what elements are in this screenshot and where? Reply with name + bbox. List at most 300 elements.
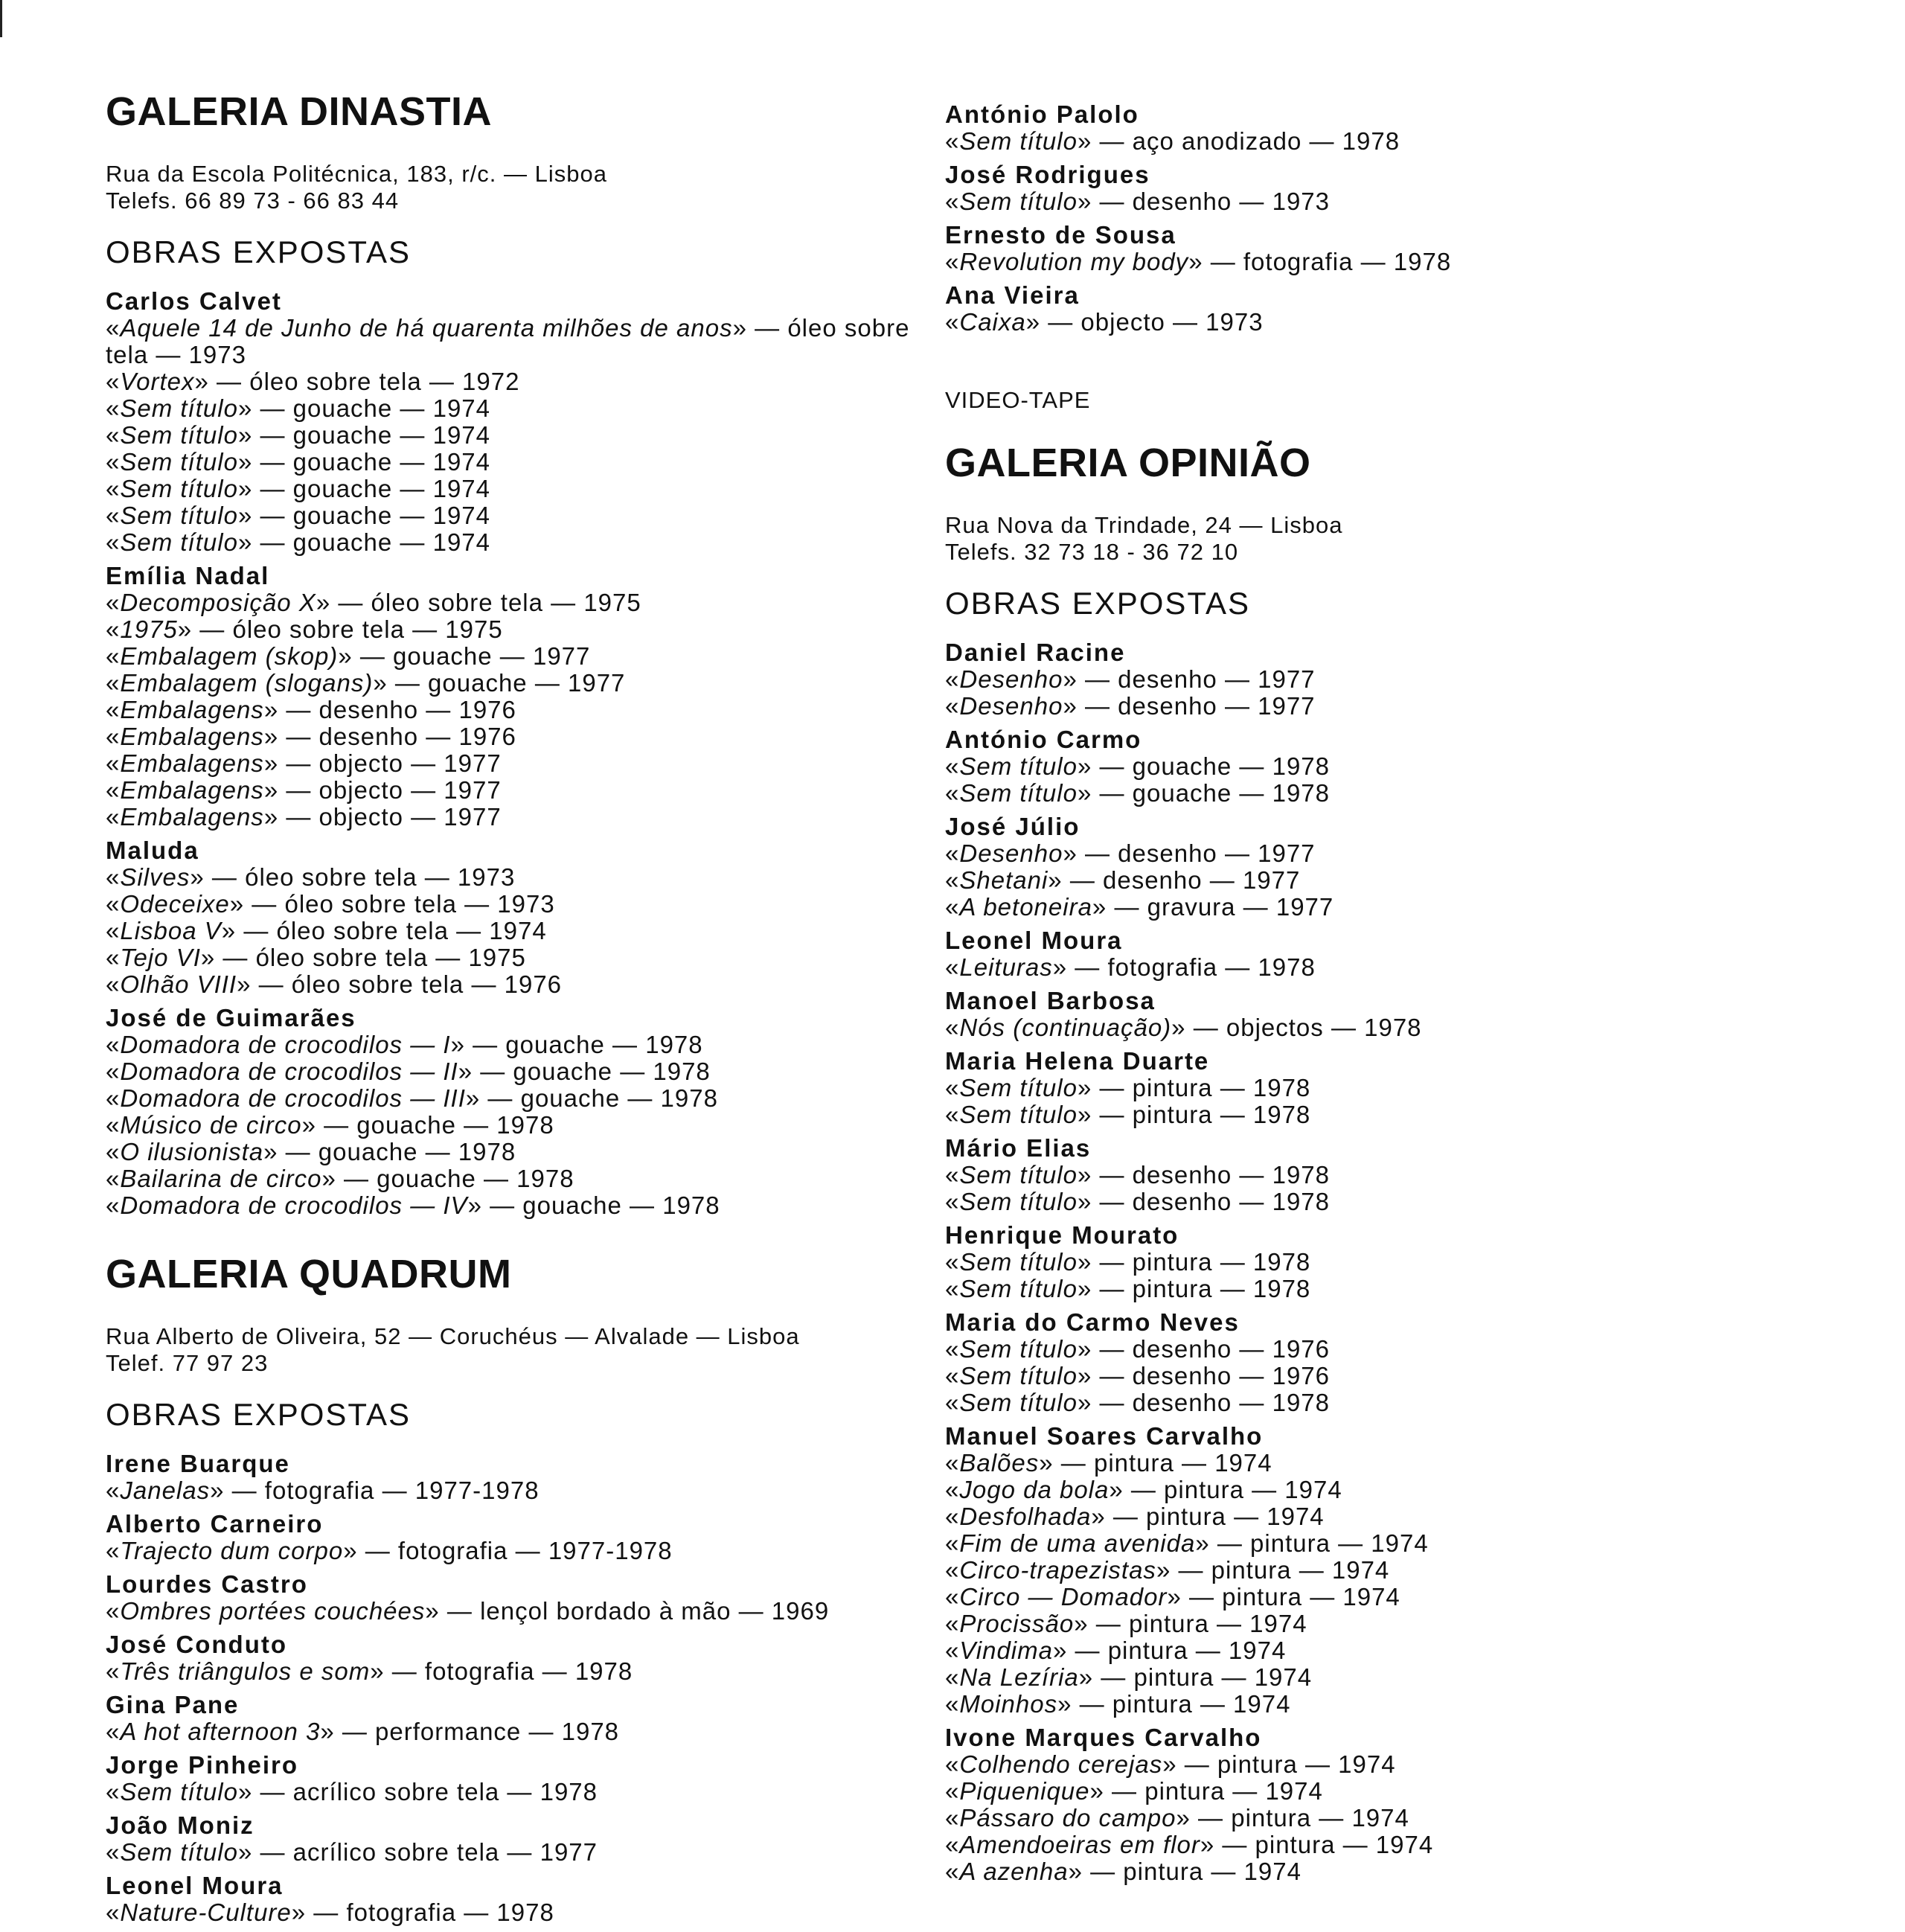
quote-open: «	[106, 1138, 121, 1165]
works-list	[106, 1477, 932, 1504]
artist-entry	[106, 1751, 932, 1805]
work-detail: — desenho — 1978	[1092, 1161, 1331, 1189]
work-title: Desfolhada	[959, 1503, 1092, 1530]
work-detail: — desenho — 1977	[1077, 692, 1316, 720]
quote-open: «	[945, 1188, 960, 1215]
work-item	[106, 1538, 932, 1564]
work-item	[106, 1477, 932, 1504]
work-title: Embalagem (skop)	[120, 642, 339, 670]
work-item	[945, 1610, 1838, 1637]
work-title: Decomposição X	[120, 589, 316, 616]
quote-close: »	[1156, 1556, 1171, 1584]
work-title: Tejo VI	[120, 944, 201, 971]
quote-close: »	[1077, 752, 1092, 780]
work-item	[945, 1858, 1838, 1885]
work-item	[106, 643, 932, 670]
work-item	[945, 128, 1838, 155]
artist-entry	[106, 1004, 932, 1219]
quote-open: «	[945, 1074, 960, 1101]
work-title: Fim de uma avenida	[959, 1529, 1196, 1557]
quote-close: »	[263, 776, 279, 804]
quote-open: «	[945, 779, 960, 807]
quote-close: »	[263, 749, 279, 777]
work-item	[106, 1658, 932, 1685]
work-item	[106, 723, 932, 750]
quote-close: »	[1077, 188, 1092, 215]
work-detail: — desenho — 1976	[278, 723, 516, 750]
artist-name: Ernesto de Sousa	[945, 221, 1176, 249]
work-detail: — fotografia — 1978	[384, 1657, 633, 1685]
video-tape-label: VIDEO-TAPE	[945, 387, 1091, 413]
work-title: Sem título	[120, 528, 238, 556]
gallery-title: GALERIA DINASTIA	[106, 89, 492, 134]
work-detail: — óleo sobre tela — 1976	[251, 970, 563, 998]
work-detail: — óleo sobre tela — 1972	[208, 368, 520, 395]
artist-entry	[945, 221, 1838, 275]
quote-open: «	[106, 1165, 121, 1192]
work-title: Amendoeiras em flor	[959, 1831, 1200, 1858]
artist-entry	[106, 837, 932, 998]
work-item	[945, 1336, 1838, 1363]
work-title: Vortex	[120, 368, 195, 395]
works-list	[106, 1899, 932, 1926]
work-title: Sem título	[959, 1101, 1078, 1128]
work-item	[945, 753, 1838, 780]
work-detail: — óleo sobre tela — 1975	[215, 944, 526, 971]
work-title: Revolution my body	[959, 248, 1189, 275]
artist-entry	[106, 1510, 932, 1564]
work-title: Trajecto dum corpo	[120, 1537, 344, 1564]
work-detail: — gouache — 1978	[1092, 779, 1331, 807]
quote-open: «	[945, 953, 960, 981]
quote-open: «	[945, 866, 960, 894]
quote-open: «	[106, 1477, 121, 1504]
quote-open: «	[106, 1899, 121, 1926]
quote-close: »	[263, 803, 279, 831]
quote-open: «	[945, 1161, 960, 1189]
work-item	[945, 954, 1838, 981]
work-item	[106, 1779, 932, 1805]
quote-open: «	[106, 944, 121, 971]
work-item	[945, 867, 1838, 894]
work-detail: — pintura — 1974	[1104, 1777, 1323, 1805]
artist-name: António Carmo	[945, 726, 1142, 753]
quote-open: «	[945, 692, 960, 720]
work-title: Shetani	[959, 866, 1048, 894]
artist-name: Maria Helena Duarte	[945, 1047, 1210, 1075]
work-title: Jogo da bola	[959, 1476, 1110, 1503]
section-heading: OBRAS EXPOSTAS	[106, 234, 411, 269]
quote-close: »	[263, 723, 279, 750]
work-item	[106, 971, 932, 998]
quote-open: «	[106, 776, 121, 804]
works-list	[945, 249, 1838, 275]
work-detail: — fotografia — 1977-1978	[224, 1477, 540, 1504]
work-title: Moinhos	[959, 1690, 1058, 1718]
work-detail: — desenho — 1977	[1077, 665, 1316, 693]
work-item	[945, 1162, 1838, 1189]
quote-close: »	[1048, 866, 1063, 894]
work-title: Balões	[959, 1449, 1040, 1477]
quote-open: «	[945, 1275, 960, 1302]
quote-open: «	[106, 723, 121, 750]
quote-open: «	[106, 1838, 121, 1866]
quote-close: »	[1077, 1188, 1092, 1215]
work-item	[106, 368, 932, 395]
work-item	[945, 1014, 1838, 1041]
artist-name: Irene Buarque	[106, 1450, 290, 1477]
quote-open: «	[945, 752, 960, 780]
artist-name: Emília Nadal	[106, 562, 270, 589]
quote-open: «	[945, 127, 960, 155]
quote-close: »	[458, 1058, 473, 1085]
work-detail: — desenho — 1973	[1092, 188, 1331, 215]
work-detail: — óleo sobre tela — 1973	[204, 863, 516, 891]
work-detail: — gouache — 1978	[480, 1084, 718, 1112]
work-item	[945, 1805, 1838, 1832]
work-detail: — desenho — 1976	[1092, 1335, 1331, 1363]
artist-entry	[945, 161, 1838, 215]
quote-open: «	[106, 1191, 121, 1219]
quote-close: »	[1077, 1101, 1092, 1128]
work-detail: — acrílico sobre tela — 1978	[252, 1778, 598, 1805]
work-detail: — pintura — 1974	[1093, 1663, 1313, 1691]
work-detail: — desenho — 1977	[1062, 866, 1301, 894]
gallery-quadrum	[106, 1250, 932, 1932]
work-item	[106, 891, 932, 918]
quote-open: «	[945, 1777, 960, 1805]
work-title: Circo — Domador	[959, 1583, 1168, 1610]
work-detail: — objecto — 1977	[278, 803, 502, 831]
quote-open: «	[106, 1058, 121, 1085]
quote-close: »	[291, 1899, 307, 1926]
work-item	[945, 1389, 1838, 1416]
work-title: Ombres portées couchées	[120, 1597, 426, 1625]
quote-close: »	[1091, 1503, 1106, 1530]
quote-open: «	[945, 188, 960, 215]
gallery-title: GALERIA QUADRUM	[106, 1252, 512, 1296]
quote-close: »	[1077, 1335, 1092, 1363]
artist-name: Maria do Carmo Neves	[945, 1308, 1240, 1336]
artist-name: José Conduto	[106, 1631, 287, 1658]
gallery-title: GALERIA OPINIÃO	[945, 441, 1311, 485]
quote-close: »	[229, 890, 245, 918]
work-item	[945, 1557, 1838, 1584]
work-title: Sem título	[120, 502, 238, 529]
work-title: A azenha	[959, 1858, 1069, 1885]
quote-close: »	[177, 615, 193, 643]
works-list	[945, 1075, 1838, 1128]
quote-close: »	[1078, 1663, 1094, 1691]
work-item	[106, 670, 932, 697]
works-list	[106, 1839, 932, 1866]
work-title: Músico de circo	[120, 1111, 302, 1139]
work-detail: — gouache — 1978	[464, 1031, 703, 1058]
work-item	[945, 1778, 1838, 1805]
quote-open: «	[106, 1778, 121, 1805]
artist-entry	[945, 1422, 1838, 1718]
quote-open: «	[106, 749, 121, 777]
quote-close: »	[237, 1838, 253, 1866]
quote-open: «	[945, 1690, 960, 1718]
work-item	[106, 589, 932, 616]
work-detail: — pintura — 1974	[1067, 1637, 1287, 1664]
work-title: Sem título	[959, 1188, 1078, 1215]
work-detail: — gouache — 1977	[387, 669, 626, 697]
work-detail: — pintura — 1978	[1092, 1248, 1311, 1276]
work-detail: — gouache — 1978	[481, 1191, 720, 1219]
work-detail: — gouache — 1974	[252, 528, 491, 556]
gallery-address: Rua Nova da Trindade, 24 — Lisboa	[945, 512, 1343, 538]
quote-open: «	[945, 248, 960, 275]
quote-open: «	[106, 696, 121, 723]
work-title: Desenho	[959, 665, 1063, 693]
quote-open: «	[945, 1014, 960, 1041]
work-item	[945, 1503, 1838, 1530]
quote-open: «	[945, 1583, 960, 1610]
work-detail: — acrílico sobre tela — 1977	[252, 1838, 598, 1866]
artist-entry	[106, 1872, 932, 1926]
work-detail: — pintura — 1978	[1092, 1074, 1311, 1101]
work-item	[106, 1598, 932, 1625]
quote-open: «	[106, 803, 121, 831]
artist-name: Ivone Marques Carvalho	[945, 1724, 1262, 1751]
works-list	[945, 1751, 1838, 1885]
work-item	[945, 1691, 1838, 1718]
work-detail: — desenho — 1976	[1092, 1362, 1331, 1389]
quote-open: «	[945, 1637, 960, 1664]
quote-open: «	[106, 394, 121, 422]
work-title: Sem título	[959, 752, 1078, 780]
work-item	[945, 1101, 1838, 1128]
quote-close: »	[316, 589, 331, 616]
quote-close: »	[320, 1718, 335, 1745]
quote-close: »	[1063, 692, 1078, 720]
work-title: Sem título	[120, 1838, 238, 1866]
work-title: Sem título	[120, 475, 238, 502]
work-detail: — gouache — 1974	[252, 475, 491, 502]
works-list	[106, 589, 932, 831]
works-list	[106, 1718, 932, 1745]
artist-entry	[945, 1221, 1838, 1302]
work-detail: — óleo sobre tela — 1975	[330, 589, 641, 616]
quote-open: «	[106, 1084, 121, 1112]
artist-entry	[945, 1047, 1838, 1128]
artist-list	[945, 639, 1838, 1885]
works-list	[945, 1162, 1838, 1215]
quote-close: »	[190, 863, 205, 891]
work-detail: — pintura — 1974	[1181, 1583, 1400, 1610]
quote-close: »	[1039, 1449, 1054, 1477]
work-item	[945, 1075, 1838, 1101]
work-item	[945, 188, 1838, 215]
works-list	[106, 1538, 932, 1564]
work-title: Janelas	[120, 1477, 211, 1504]
work-item	[945, 1249, 1838, 1276]
work-item	[106, 1085, 932, 1112]
work-title: Odeceixe	[120, 890, 230, 918]
work-detail: — desenho — 1978	[1092, 1389, 1331, 1416]
work-detail: — gravura — 1977	[1107, 893, 1334, 921]
quote-open: «	[945, 1858, 960, 1885]
quote-open: «	[106, 448, 121, 476]
quote-open: «	[945, 1389, 960, 1416]
quote-close: »	[210, 1477, 225, 1504]
work-item	[945, 1363, 1838, 1389]
quote-close: »	[338, 642, 353, 670]
work-title: Colhendo cerejas	[959, 1750, 1163, 1778]
work-item	[106, 1165, 932, 1192]
quote-open: «	[106, 368, 121, 395]
quote-open: «	[945, 1529, 960, 1557]
work-item	[106, 529, 932, 556]
quote-open: «	[106, 615, 121, 643]
artist-entry	[945, 281, 1838, 336]
works-list	[945, 1336, 1838, 1416]
work-item	[945, 1664, 1838, 1691]
work-title: Sem título	[959, 1248, 1078, 1276]
quote-close: »	[1195, 1529, 1210, 1557]
works-list	[945, 666, 1838, 720]
quote-open: «	[945, 1248, 960, 1276]
quote-open: «	[945, 1610, 960, 1637]
artist-name: Leonel Moura	[106, 1872, 284, 1899]
artist-entry	[106, 1570, 932, 1625]
works-list	[106, 1598, 932, 1625]
work-detail: — gouache — 1974	[252, 394, 491, 422]
quote-open: «	[945, 1663, 960, 1691]
work-title: Sem título	[959, 1362, 1078, 1389]
quote-close: »	[1057, 1690, 1072, 1718]
work-title: Domadora de crocodilos — II	[120, 1058, 458, 1085]
continued-artist-list	[945, 100, 1838, 342]
works-list	[945, 1249, 1838, 1302]
quote-open: «	[106, 589, 121, 616]
quote-open: «	[945, 1503, 960, 1530]
work-detail: — pintura — 1974	[1105, 1503, 1325, 1530]
quote-close: »	[425, 1597, 440, 1625]
work-detail: — pintura — 1974	[1123, 1476, 1342, 1503]
work-item	[106, 918, 932, 944]
quote-open: «	[106, 917, 121, 944]
work-detail: — gouache — 1978	[336, 1165, 574, 1192]
work-title: O ilusionista	[120, 1138, 264, 1165]
quote-open: «	[106, 1657, 121, 1685]
work-title: Olhão VIII	[120, 970, 237, 998]
quote-open: «	[106, 475, 121, 502]
artist-list	[106, 287, 932, 1219]
quote-close: »	[467, 1191, 482, 1219]
work-item	[106, 1192, 932, 1219]
section-heading: OBRAS EXPOSTAS	[106, 1397, 411, 1432]
quote-close: »	[1063, 665, 1078, 693]
quote-close: »	[1109, 1476, 1124, 1503]
quote-open: «	[106, 1718, 121, 1745]
works-list	[945, 1014, 1838, 1041]
quote-close: »	[1077, 1275, 1092, 1302]
gallery-dinastia	[106, 88, 932, 1225]
quote-close: »	[1077, 1161, 1092, 1189]
work-item	[106, 502, 932, 529]
artist-entry	[945, 987, 1838, 1041]
work-item	[945, 1751, 1838, 1778]
quote-close: »	[1025, 308, 1041, 336]
artist-name: José Júlio	[945, 813, 1080, 840]
quote-open: «	[945, 1101, 960, 1128]
work-title: Sem título	[959, 1074, 1078, 1101]
quote-open: «	[106, 1111, 121, 1139]
work-item	[945, 1530, 1838, 1557]
work-detail: — objecto — 1973	[1040, 308, 1264, 336]
work-title: Sem título	[959, 1161, 1078, 1189]
work-title: Nós (continuação)	[959, 1014, 1172, 1041]
work-item	[106, 804, 932, 831]
quote-close: »	[1077, 779, 1092, 807]
work-title: Sem título	[959, 127, 1078, 155]
artist-entry	[945, 1308, 1838, 1416]
works-list	[106, 1779, 932, 1805]
work-title: Domadora de crocodilos — III	[120, 1084, 466, 1112]
work-title: Bailarina de circo	[120, 1165, 322, 1192]
work-item	[945, 249, 1838, 275]
work-title: Lisboa V	[120, 917, 222, 944]
work-detail: — pintura — 1974	[1088, 1610, 1307, 1637]
work-detail: — gouache — 1974	[252, 421, 491, 449]
works-list	[106, 864, 932, 998]
quote-close: »	[1074, 1610, 1089, 1637]
work-title: Domadora de crocodilos — I	[120, 1031, 451, 1058]
works-list	[945, 954, 1838, 981]
work-title: Sem título	[120, 421, 238, 449]
artist-name: Maluda	[106, 837, 199, 864]
work-detail: — pintura — 1974	[1082, 1858, 1302, 1885]
quote-open: «	[945, 893, 960, 921]
work-detail: — gouache — 1978	[473, 1058, 711, 1085]
work-item	[106, 697, 932, 723]
quote-open: «	[106, 890, 121, 918]
artist-name: Manuel Soares Carvalho	[945, 1422, 1264, 1450]
quote-close: »	[373, 669, 388, 697]
work-detail: — óleo sobre tela — 1973	[244, 890, 555, 918]
work-item	[106, 395, 932, 422]
artist-name: João Moniz	[106, 1811, 254, 1839]
quote-open: «	[106, 970, 121, 998]
work-detail: — objecto — 1977	[278, 776, 502, 804]
artist-name: Gina Pane	[106, 1691, 240, 1718]
work-title: Sem título	[959, 779, 1078, 807]
quote-open: «	[106, 669, 121, 697]
quote-open: «	[945, 1335, 960, 1363]
work-detail: — pintura — 1974	[1176, 1750, 1396, 1778]
artist-entry	[945, 813, 1838, 921]
artist-name: José de Guimarães	[106, 1004, 356, 1031]
work-title: Silves	[120, 863, 190, 891]
quote-close: »	[1068, 1858, 1083, 1885]
artist-entry	[106, 287, 932, 556]
artist-entry	[106, 562, 932, 831]
quote-close: »	[237, 1778, 253, 1805]
work-item	[945, 894, 1838, 921]
work-detail: — gouache — 1974	[252, 502, 491, 529]
work-title: Leituras	[959, 953, 1053, 981]
work-detail: — fotografia — 1978	[306, 1899, 554, 1926]
quote-close: »	[263, 1138, 278, 1165]
quote-open: «	[945, 1449, 960, 1477]
artist-name: José Rodrigues	[945, 161, 1150, 188]
artist-entry	[945, 639, 1838, 720]
quote-open: «	[106, 1597, 121, 1625]
work-item	[945, 1637, 1838, 1664]
